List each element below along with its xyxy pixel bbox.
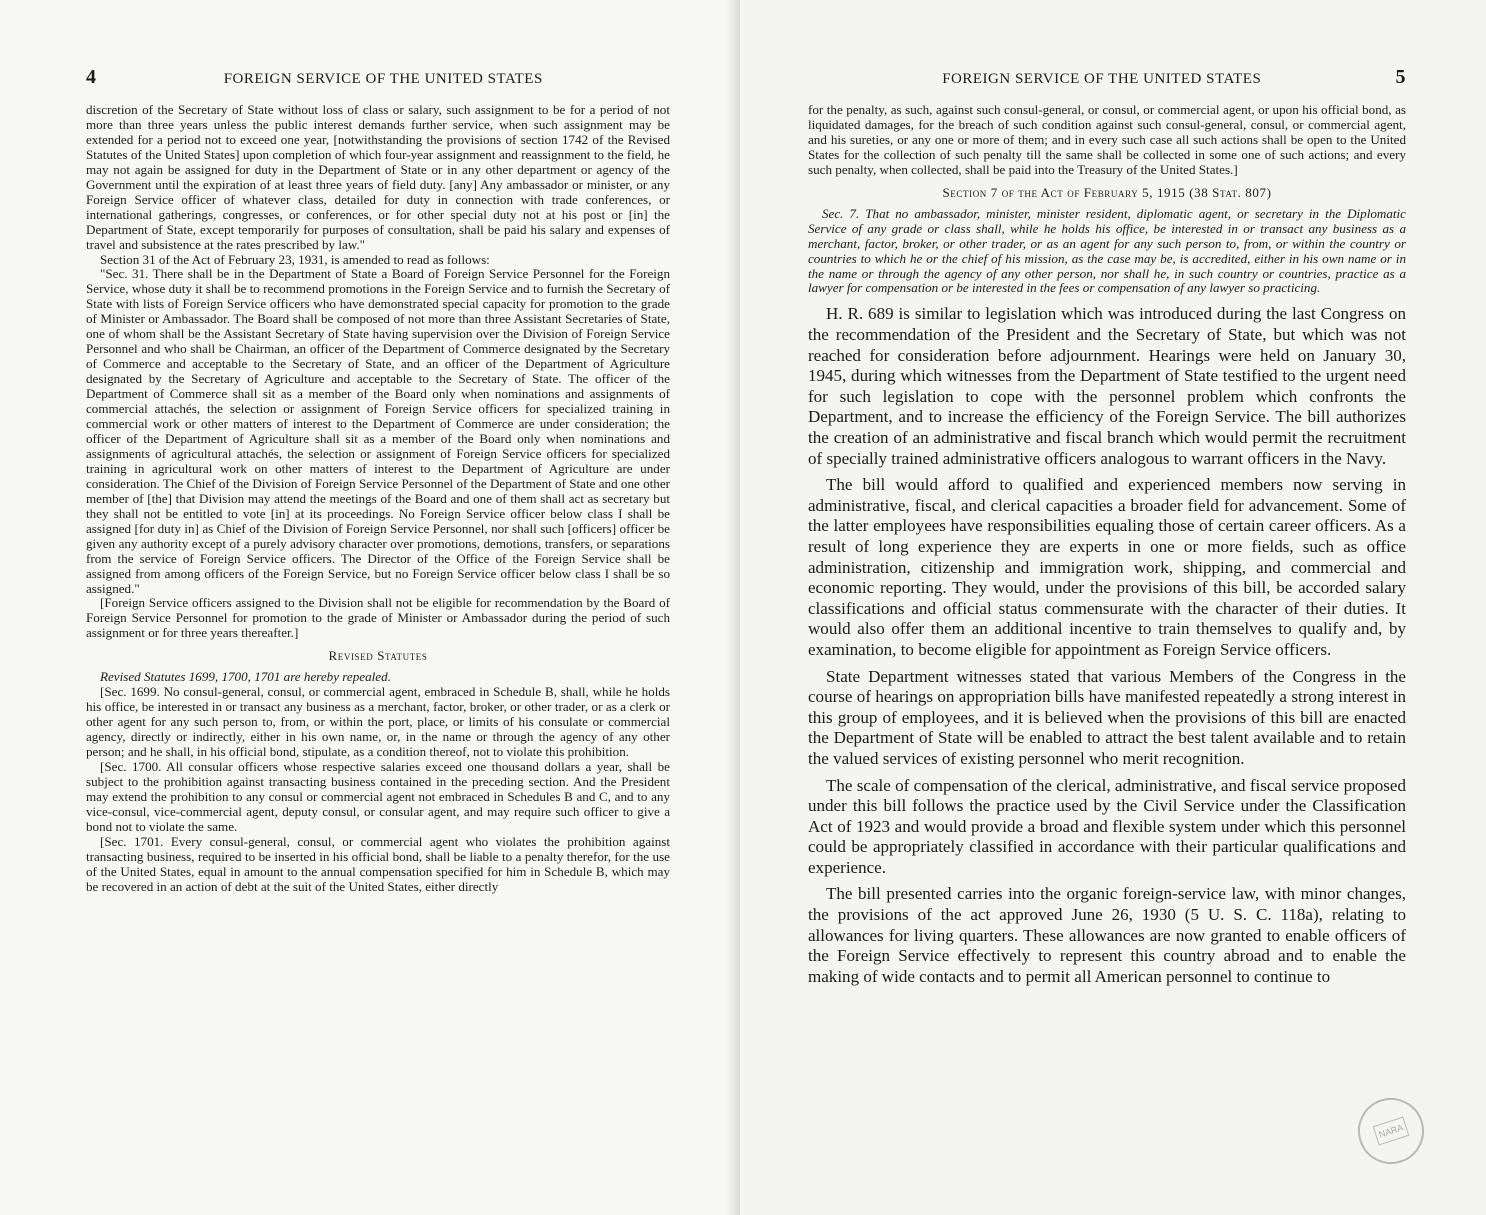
- repeal-line: Revised Statutes 1699, 1700, 1701 are hereby repealed.: [100, 669, 391, 685]
- report-paragraph-2: The bill would afford to qualified and experienced members now serving in administrative, fiscal, and clerical capacities a broader field for advancement. Some of the latter employees have responsibilities equaling those of certain career officers. As a result of long experience they are experts in one or more fields, such as office administration, citizenship and immigration work, shipping, and commercial and economic reporting. They would, under the provisions of this bill, be accorded salary classifications and official status commensurate with the character of their duties. It would also offer them an additional incentive to train themselves to qualify and, by examination, to become eligible for appointment as Foreign Service officers.: [808, 475, 1406, 659]
- right-page: [740, 0, 1486, 1215]
- section-31-text: "Sec. 31. There shall be in the Department of State a Board of Foreign Service Personnel for the Foreign Service, whose duty it shall be to recommend promotions in the Foreign Service and to furnish the Secretary of State with lists of Foreign Service officers who have demonstrated special capacity for promotion to the grade of Minister or Ambassador. The Board shall be composed of not more than three Assistant Secretaries of State, one of whom shall be the Assistant Secretary of State having supervision over the Division of Foreign Service Personnel and who shall be Chairman, an officer of the Department of Commerce designated by the Secretary of Commerce and acceptable to the Secretary of State, and an officer of the Department of Agriculture designated by the Secretary of Agriculture and acceptable to the Secretary of State. The officer of the Department of Commerce shall sit as a member of the Board only when nominations and assignments of commercial attachés, the selection or assignment of Foreign Service officers for specialized training in commercial work or other matters of interest to the Department of Commerce are under consideration; the officer of the Department of Agriculture shall sit as a member of the Board only when nominations and assignments of agricultural attachés, the selection or assignment of Foreign Service officers for specialized training in agricultural work on other matters of interest to the Department of Agriculture are under consideration. The Chief of the Division of Foreign Service Personnel of the Department of State and one other member of [the] that Division may attend the meetings of the Board and one of them shall act as secretary but they shall not be entitled to vote [in] at its proceedings. No Foreign Service officer below class I shall be assigned [for duty in] as Chief of the Division of Foreign Service Personnel, nor shall such [officers] officer be given any authority except of a purely advisory character over promotions, demotions, transfers, or separations from the service of Foreign Service officers. The Director of the Office of the Foreign Service shall be assigned from among officers of the Foreign Service, but no Foreign Service officer below class I shall be so assigned.": [86, 266, 670, 596]
- report-paragraph-4: The scale of compensation of the clerical, administrative, and fiscal service proposed under this bill follows the practice used by the Civil Service under the Classification Act of 1923 and would provide a broad and flexible system under which this personnel could be appropriately classified in accordance with their particular qualifications and experience.: [808, 775, 1406, 877]
- left-page-number: 4: [86, 66, 97, 88]
- section-1699-text: [Sec. 1699. No consul-general, consul, or commercial agent, embraced in Schedule B, shall, while he holds his office, be interested in or transact any business as a merchant, factor, broker, or other trader, or as a clerk or other agent for any such person to, from, or within the port, place, or limits of his consulate or commercial agency, directly or indirectly, either in his own name, or, in the name or through the agency of any other person; and he shall, in his official bond, stipulate, as a condition thereof, not to violate this prohibition.: [86, 684, 670, 760]
- section-7-heading: Section 7 of the Act of February 5, 1915 (38 Stat. 807): [942, 184, 1272, 200]
- right-page-number: 5: [1395, 66, 1406, 88]
- right-large-body: [808, 304, 1406, 987]
- section-1700-text: [Sec. 1700. All consular officers whose respective salaries exceed one thousand dollars a year, shall be subject to the prohibition against transacting business contained in the preceding section. And the President may extend the prohibition to any consul or commercial agent not embraced in Schedules B and C, and to any vice-consul, vice-commercial agent, deputy consul, or consular agent, and may require such officer to give a bond not to violate the same.: [86, 758, 670, 834]
- right-top-text: for the penalty, as such, against such consul-general, or consul, or commercial agent, or upon his official bond, as liquidated damages, for the breach of such condition against such consul-general, consul, or commercial agent, and his sureties, or any one or more of them; and in every such case all such actions shall be open to the United States for the collection of such penalty till the same shall be collected in some one of such actions; and every such penalty, when collected, shall be paid into the Treasury of the United States.]: [808, 102, 1406, 177]
- bracket-paragraph: [Foreign Service officers assigned to the Division shall not be eligible for recommendation by the Board of Foreign Service Personnel for promotion to the grade of Minister or Ambassador during the period of such assignment or for three years thereafter.]: [86, 595, 670, 641]
- right-running-head: [808, 66, 1406, 89]
- left-running-title: FOREIGN SERVICE OF THE UNITED STATES: [223, 71, 543, 87]
- report-paragraph-3: State Department witnesses stated that various Members of the Congress in the course of hearings on appropriation bills have manifested repeatedly a strong interest in this group of employees, and it is believed when the provisions of this bill are enacted the Department of State will be enabled to attract the best talent available and to retain the valued services of existing personnel who merit recognition.: [808, 666, 1406, 768]
- section-7-text: Sec. 7. That no ambassador, minister, minister resident, diplomatic agent, or secretary in the Diplomatic Service of any grade or class shall, while he holds his office, be interested in or transact any business as a merchant, factor, broker, or other trader, or as an agent for any such person to, from, or within the country or countries to which he or the chief of his mission, as the case may be, is accredited, either in his own name or in the name or through the agency of any other person, nor shall he, in such country or countries, practice as a lawyer for compensation or be interested in the fees or compensation of any lawyer so practicing.: [808, 205, 1406, 296]
- right-running-title: FOREIGN SERVICE OF THE UNITED STATES: [942, 71, 1262, 87]
- left-top-text: discretion of the Secretary of State without loss of class or salary, such assignment to be for a period of not more than three years unless the public interest demands further service, when such assignment may be extended for a period not to exceed one year, [notwithstanding the provisions of section 1742 of the Revised Statutes of the United States] upon completion of which four-year assignment and reassignment to the field, he may not again be assigned for duty in the Department of State or in any other department or agency of the Government until the expiration of at least three years of field duty. [any] Any ambassador or minister, or any Foreign Service officer of whatever class, detailed for duty in connection with trade conferences, or international gatherings, congresses, or conferences, or for other special duty not at his post or [in] the Department of State, except temporarily for purposes of consultation, shall be paid his salary and expenses of travel and subsistence at the rates prescribed by law.": [86, 102, 670, 252]
- amend-intro: Section 31 of the Act of February 23, 1931, is amended to read as follows:: [100, 251, 490, 267]
- section-1701-text: [Sec. 1701. Every consul-general, consul, or commercial agent who violates the prohibition against transacting business, required to be inserted in his official bond, shall be liable to a penalty therefor, for the use of the United States, equal in amount to the annual compensation specified for him in Schedule B, which may be recovered in an action of debt at the suit of the United States, either directly: [86, 833, 670, 894]
- left-running-head: [86, 66, 670, 89]
- report-paragraph-5: The bill presented carries into the organic foreign-service law, with minor changes, the provisions of the act approved June 26, 1930 (5 U. S. C. 118a), relating to allowances for living quarters. These allowances are now granted to enable officers of the Foreign Service effectively to represent this country abroad and to enable the making of wide contacts and to permit all American personnel to continue to: [808, 884, 1406, 986]
- left-page: [0, 0, 740, 1215]
- left-body: [86, 103, 670, 895]
- report-paragraph-1: H. R. 689 is similar to legislation which was introduced during the last Congress on the recommendation of the President and the Secretary of State, but which was not reached for consideration before adjournment. Hearings were held on January 30, 1945, during which witnesses from the Department of State testified to the urgent need for such legislation to cope with the personnel problem which confronts the Department, and to increase the efficiency of the Foreign Service. The bill authorizes the creation of an administrative and fiscal branch which would permit the recruitment of specially trained administrative officers analogous to warrant officers in the Navy.: [808, 304, 1406, 468]
- archive-stamp-label: NARA: [1373, 1117, 1410, 1146]
- right-small-body: [808, 103, 1406, 296]
- revised-statutes-heading: Revised Statutes: [328, 648, 428, 664]
